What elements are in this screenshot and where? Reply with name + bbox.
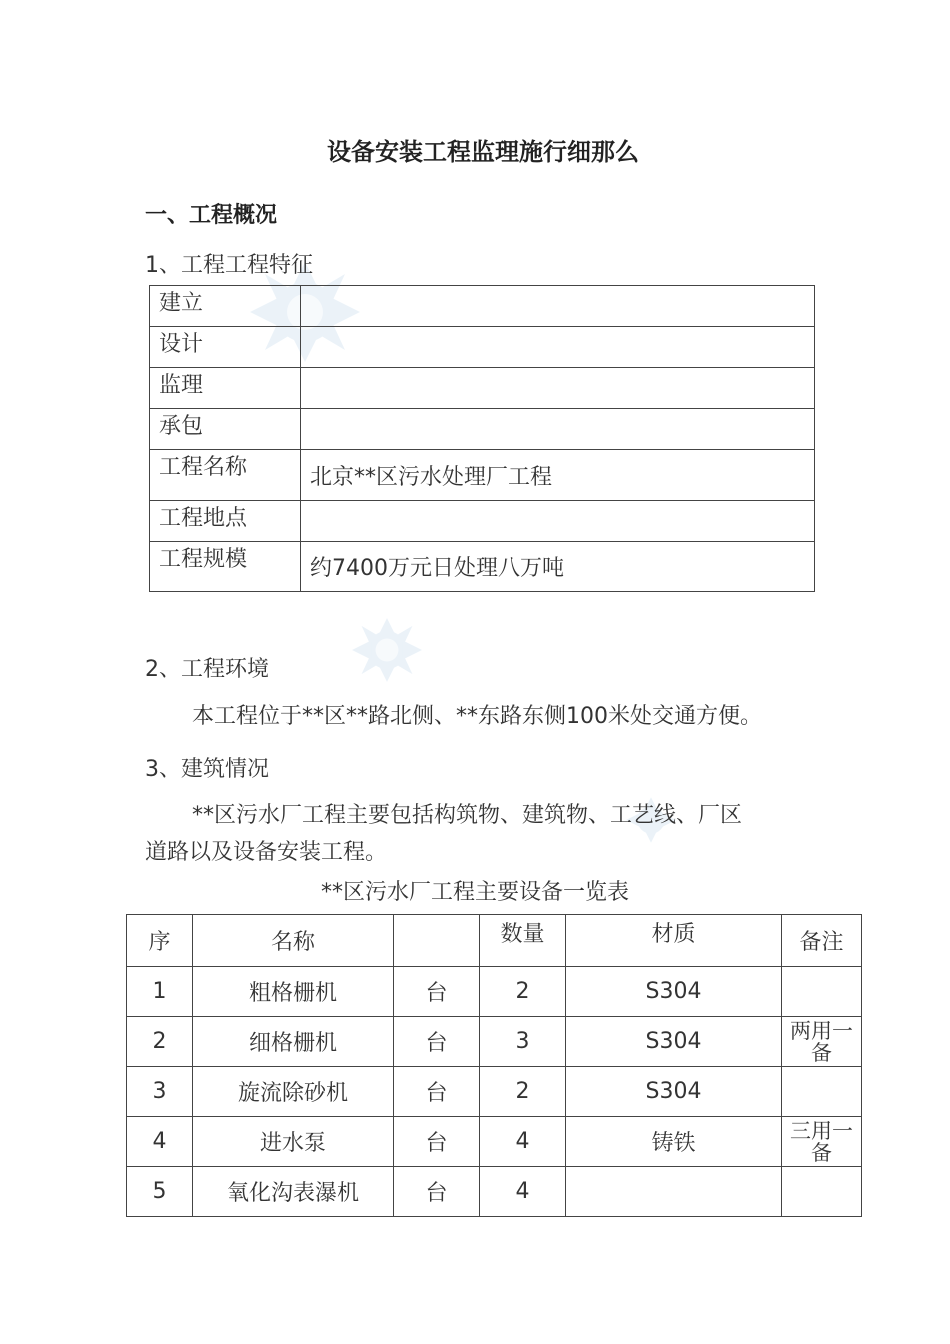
feature-value (301, 368, 815, 409)
page-title: 设备安装工程监理施行细那么 (327, 138, 639, 166)
table-row (127, 1167, 862, 1217)
feature-label: 工程地点 (150, 501, 301, 542)
feature-label: 建立 (150, 286, 301, 327)
cell-qty: 4 (480, 1167, 566, 1217)
cell-note (782, 1067, 862, 1117)
cell-material: 铸铁 (566, 1117, 782, 1167)
section-heading-overview: 一、工程概况 (145, 203, 278, 228)
cell-qty: 2 (480, 1067, 566, 1117)
header-cell (394, 915, 480, 967)
table-row (127, 1067, 862, 1117)
feature-value (301, 327, 815, 368)
cell-material: S304 (566, 967, 782, 1017)
cell-no: 1 (127, 967, 193, 1017)
equipment-table (126, 914, 862, 1217)
feature-value: 北京**区污水处理厂工程 (301, 450, 815, 501)
subheading-features: 1、工程工程特征 (145, 253, 313, 278)
cell-name: 氧化沟表瀑机 (193, 1167, 394, 1217)
equipment-table-caption: **区污水厂工程主要设备一览表 (320, 880, 629, 905)
cell-material: S304 (566, 1067, 782, 1117)
table-row (127, 1117, 862, 1167)
subheading-building: 3、建筑情况 (145, 757, 269, 782)
cell-no: 4 (127, 1117, 193, 1167)
project-features-table (149, 285, 815, 592)
table-row (150, 286, 815, 327)
cell-unit: 台 (394, 1167, 480, 1217)
cell-name: 进水泵 (193, 1117, 394, 1167)
feature-label: 工程名称 (150, 450, 301, 501)
table-row (150, 501, 815, 542)
table-row (150, 368, 815, 409)
cell-no: 2 (127, 1017, 193, 1067)
header-cell: 序 (127, 915, 193, 967)
cell-qty: 3 (480, 1017, 566, 1067)
cell-qty: 2 (480, 967, 566, 1017)
feature-value (301, 409, 815, 450)
table-row (150, 542, 815, 592)
header-cell: 数量 (480, 915, 566, 967)
feature-label: 承包 (150, 409, 301, 450)
subheading-environment: 2、工程环境 (145, 657, 269, 682)
feature-label: 工程规模 (150, 542, 301, 592)
building-paragraph-line2: 道路以及设备安装工程。 (145, 840, 388, 865)
feature-value (301, 286, 815, 327)
cell-name: 细格栅机 (193, 1017, 394, 1067)
header-cell: 名称 (193, 915, 394, 967)
table-row (150, 409, 815, 450)
feature-value: 约7400万元日处理八万吨 (301, 542, 815, 592)
header-cell: 备注 (782, 915, 862, 967)
table-row (150, 450, 815, 501)
cell-note (782, 1167, 862, 1217)
cell-no: 3 (127, 1067, 193, 1117)
table-row (127, 1017, 862, 1067)
feature-label: 设计 (150, 327, 301, 368)
cell-no: 5 (127, 1167, 193, 1217)
cell-note: 三用一备 (782, 1117, 862, 1167)
cell-note: 两用一备 (782, 1017, 862, 1067)
environment-paragraph: 本工程位于**区**路北侧、**东路东侧100米处交通方便。 (192, 704, 762, 729)
cell-material (566, 1167, 782, 1217)
table-row (150, 327, 815, 368)
cell-unit: 台 (394, 1017, 480, 1067)
table-row (127, 967, 862, 1017)
cell-name: 粗格栅机 (193, 967, 394, 1017)
cell-note (782, 967, 862, 1017)
cell-qty: 4 (480, 1117, 566, 1167)
feature-label: 监理 (150, 368, 301, 409)
cell-material: S304 (566, 1017, 782, 1067)
cell-unit: 台 (394, 1117, 480, 1167)
building-paragraph-line1: **区污水厂工程主要包括构筑物、建筑物、工艺线、厂区 (192, 803, 743, 828)
header-cell: 材质 (566, 915, 782, 967)
table-header-row (127, 915, 862, 967)
watermark-flower-icon (352, 618, 422, 682)
cell-unit: 台 (394, 1067, 480, 1117)
cell-name: 旋流除砂机 (193, 1067, 394, 1117)
cell-unit: 台 (394, 967, 480, 1017)
feature-value (301, 501, 815, 542)
